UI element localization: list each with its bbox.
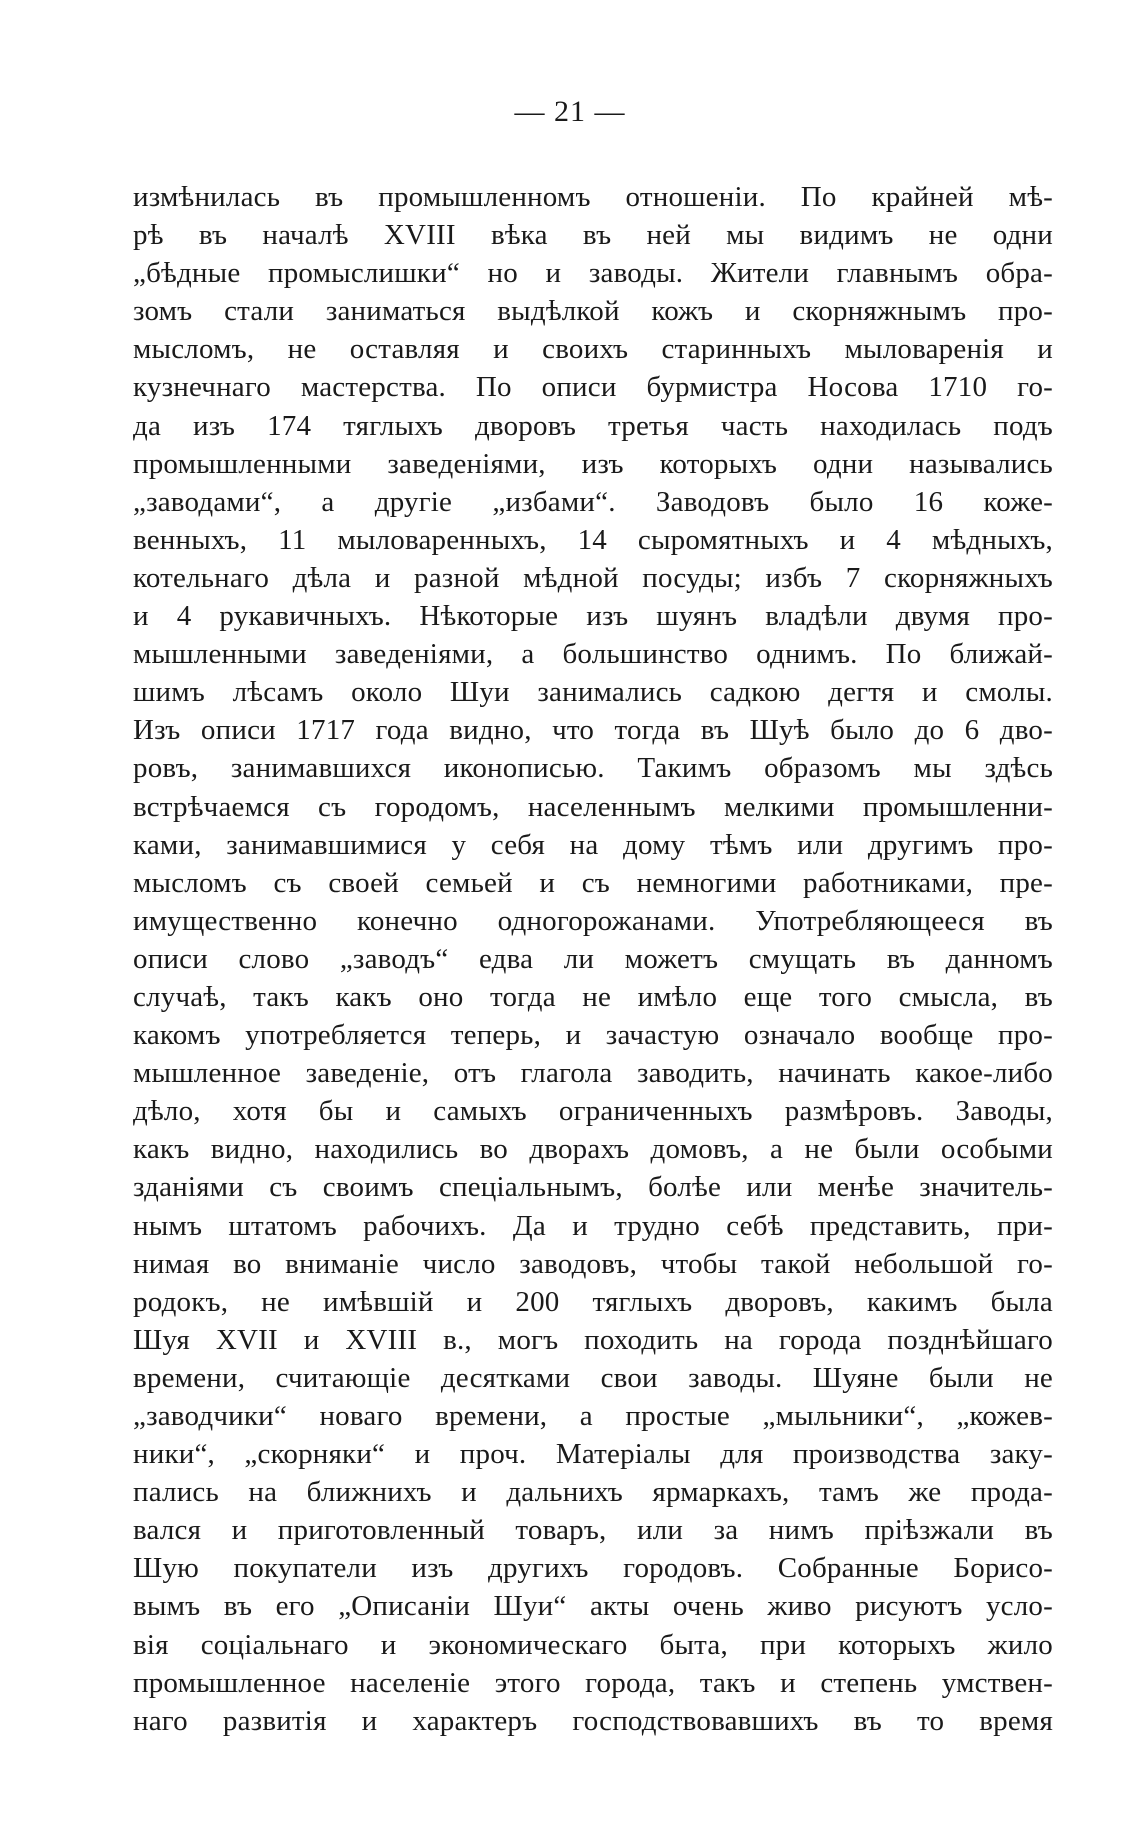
text-line: „бѣдные промыслишки“ но и заводы. Жители главнымъ обра- (133, 257, 1053, 290)
text-line: „заводами“, а другіе „избами“. Заводовъ было 16 коже- (133, 485, 1053, 518)
text-line: венныхъ, 11 мыловаренныхъ, 14 сыромятныхъ и 4 мѣдныхъ, (133, 523, 1053, 556)
text-line: нимая во вниманіе число заводовъ, чтобы такой небольшой го- (133, 1247, 1053, 1280)
text-line: мысломъ съ своей семьей и съ немногими работниками, пре- (133, 866, 1053, 899)
text-line: „заводчики“ новаго времени, а простые „мыльники“, „кожев- (133, 1400, 1053, 1432)
text-line: зданіями съ своимъ спеціальнымъ, болѣе или менѣе значитель- (133, 1171, 1053, 1204)
text-line: времени, считающіе десятками свои заводы. Шуяне были не (133, 1361, 1053, 1394)
text-line: описи слово „заводъ“ едва ли можетъ смущать въ данномъ (133, 942, 1053, 975)
text-line: кузнечнаго мастерства. По описи бурмистра Носова 1710 го- (133, 371, 1053, 404)
text-line: измѣнилась въ промышленномъ отношеніи. По крайней мѣ- (133, 181, 1053, 213)
text-line: и 4 рукавичныхъ. Нѣкоторые изъ шуянъ владѣли двумя про- (133, 600, 1053, 633)
text-line: ками, занимавшимися у себя на дому тѣмъ или другимъ про- (133, 828, 1053, 861)
text-line: пались на ближнихъ и дальнихъ ярмаркахъ, тамъ же прода- (133, 1476, 1053, 1509)
text-line: наго развитія и характеръ господствовавшихъ въ то время (133, 1704, 1053, 1737)
text-line: рѣ въ началѣ XVIII вѣка въ ней мы видимъ не одни (133, 219, 1053, 252)
text-line: котельнаго дѣла и разной мѣдной посуды; избъ 7 скорняжныхъ (133, 561, 1053, 594)
text-line: мышленными заведеніями, а большинство однимъ. По ближай- (133, 638, 1053, 671)
text-line: вія соціальнаго и экономическаго быта, при которыхъ жило (133, 1628, 1053, 1661)
text-line: какъ видно, находились во дворахъ домовъ, а не были особыми (133, 1133, 1053, 1166)
text-line: промышленными заведеніями, изъ которыхъ одни назывались (133, 447, 1053, 480)
text-line: родокъ, не имѣвшій и 200 тяглыхъ дворовъ, какимъ была (133, 1285, 1053, 1318)
page-number: — 21 — (514, 95, 626, 128)
text-line: случаѣ, такъ какъ оно тогда не имѣло еще того смысла, въ (133, 980, 1053, 1013)
text-line: имущественно конечно одногорожанами. Употребляющееся въ (133, 904, 1053, 937)
text-line: Шую покупатели изъ другихъ городовъ. Собранные Борисо- (133, 1552, 1053, 1585)
text-line: Шуя XVII и XVIII в., могъ походить на города позднѣйшаго (133, 1323, 1053, 1356)
text-line: вался и приготовленный товаръ, или за нимъ пріѣзжали въ (133, 1514, 1053, 1547)
text-line: мысломъ, не оставляя и своихъ старинныхъ мыловаренія и (133, 333, 1053, 366)
text-line: ровъ, занимавшихся иконописью. Такимъ образомъ мы здѣсь (133, 752, 1053, 785)
text-line: мышленное заведеніе, отъ глагола заводить, начинать какое-либо (133, 1057, 1053, 1090)
text-line: встрѣчаемся съ городомъ, населеннымъ мелкими промышленни- (133, 790, 1053, 823)
text-line: ники“, „скорняки“ и проч. Матеріалы для производства заку- (133, 1438, 1053, 1471)
text-line: промышленное населеніе этого города, такъ и степень умствен- (133, 1666, 1053, 1699)
text-line: Изъ описи 1717 года видно, что тогда въ Шуѣ было до 6 дво- (133, 714, 1053, 747)
text-line: нымъ штатомъ рабочихъ. Да и трудно себѣ представить, при- (133, 1209, 1053, 1242)
text-line: зомъ стали заниматься выдѣлкой кожъ и скорняжнымъ про- (133, 295, 1053, 328)
text-line: шимъ лѣсамъ около Шуи занимались садкою дегтя и смолы. (133, 676, 1053, 709)
text-line: дѣло, хотя бы и самыхъ ограниченныхъ размѣровъ. Заводы, (133, 1095, 1053, 1128)
body-text (133, 178, 1053, 1740)
text-line: вымъ въ его „Описаніи Шуи“ акты очень живо рисуютъ усло- (133, 1590, 1053, 1623)
text-line: да изъ 174 тяглыхъ дворовъ третья часть находилась подъ (133, 409, 1053, 442)
text-line: какомъ употребляется теперь, и зачастую означало вообще про- (133, 1019, 1053, 1052)
